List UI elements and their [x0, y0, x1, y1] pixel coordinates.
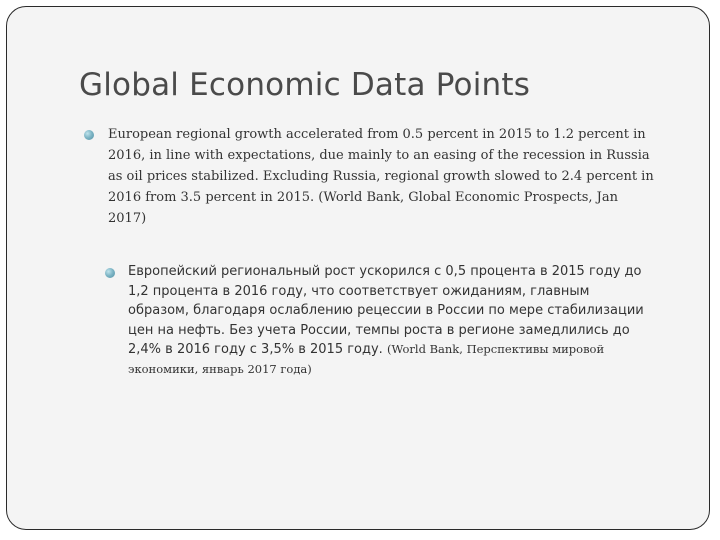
bullet-russian	[105, 262, 645, 379]
bullet-english-text: European regional growth accelerated from 0.5 percent in 2015 to 1.2 percent in 2016, in line with expectations, due mainly to an easing of the recession in Russia as oil prices stabilized. Excluding Russia, regional growth slowed to 2.4 percent in 2016 from 3.5 percent in 2015. (World Bank, Global Economic Prospects, Jan 2017)	[108, 127, 654, 226]
slide-title: Global Economic Data Points	[79, 67, 531, 103]
bullet-dot-icon	[84, 130, 94, 140]
bullet-russian-body	[128, 262, 645, 379]
bullet-dot-icon	[105, 268, 115, 278]
bullet-english	[84, 124, 654, 229]
bullet-russian-citation: (World Bank, Перспективы мировой экономики, январь 2017 года)	[128, 342, 605, 376]
slide	[6, 6, 710, 530]
bullet-russian-text: Европейский региональный рост ускорился с 0,5 процента в 2015 году до 1,2 процента в 2016 году, что соответствует ожиданиям, главным образом, благодаря ослаблению рецессии в России по мере стабилизации цен на нефть. Без учета России, темпы роста в регионе замедлились до 2,4% в 2016 году с 3,5% в 2015 году.	[128, 264, 644, 357]
